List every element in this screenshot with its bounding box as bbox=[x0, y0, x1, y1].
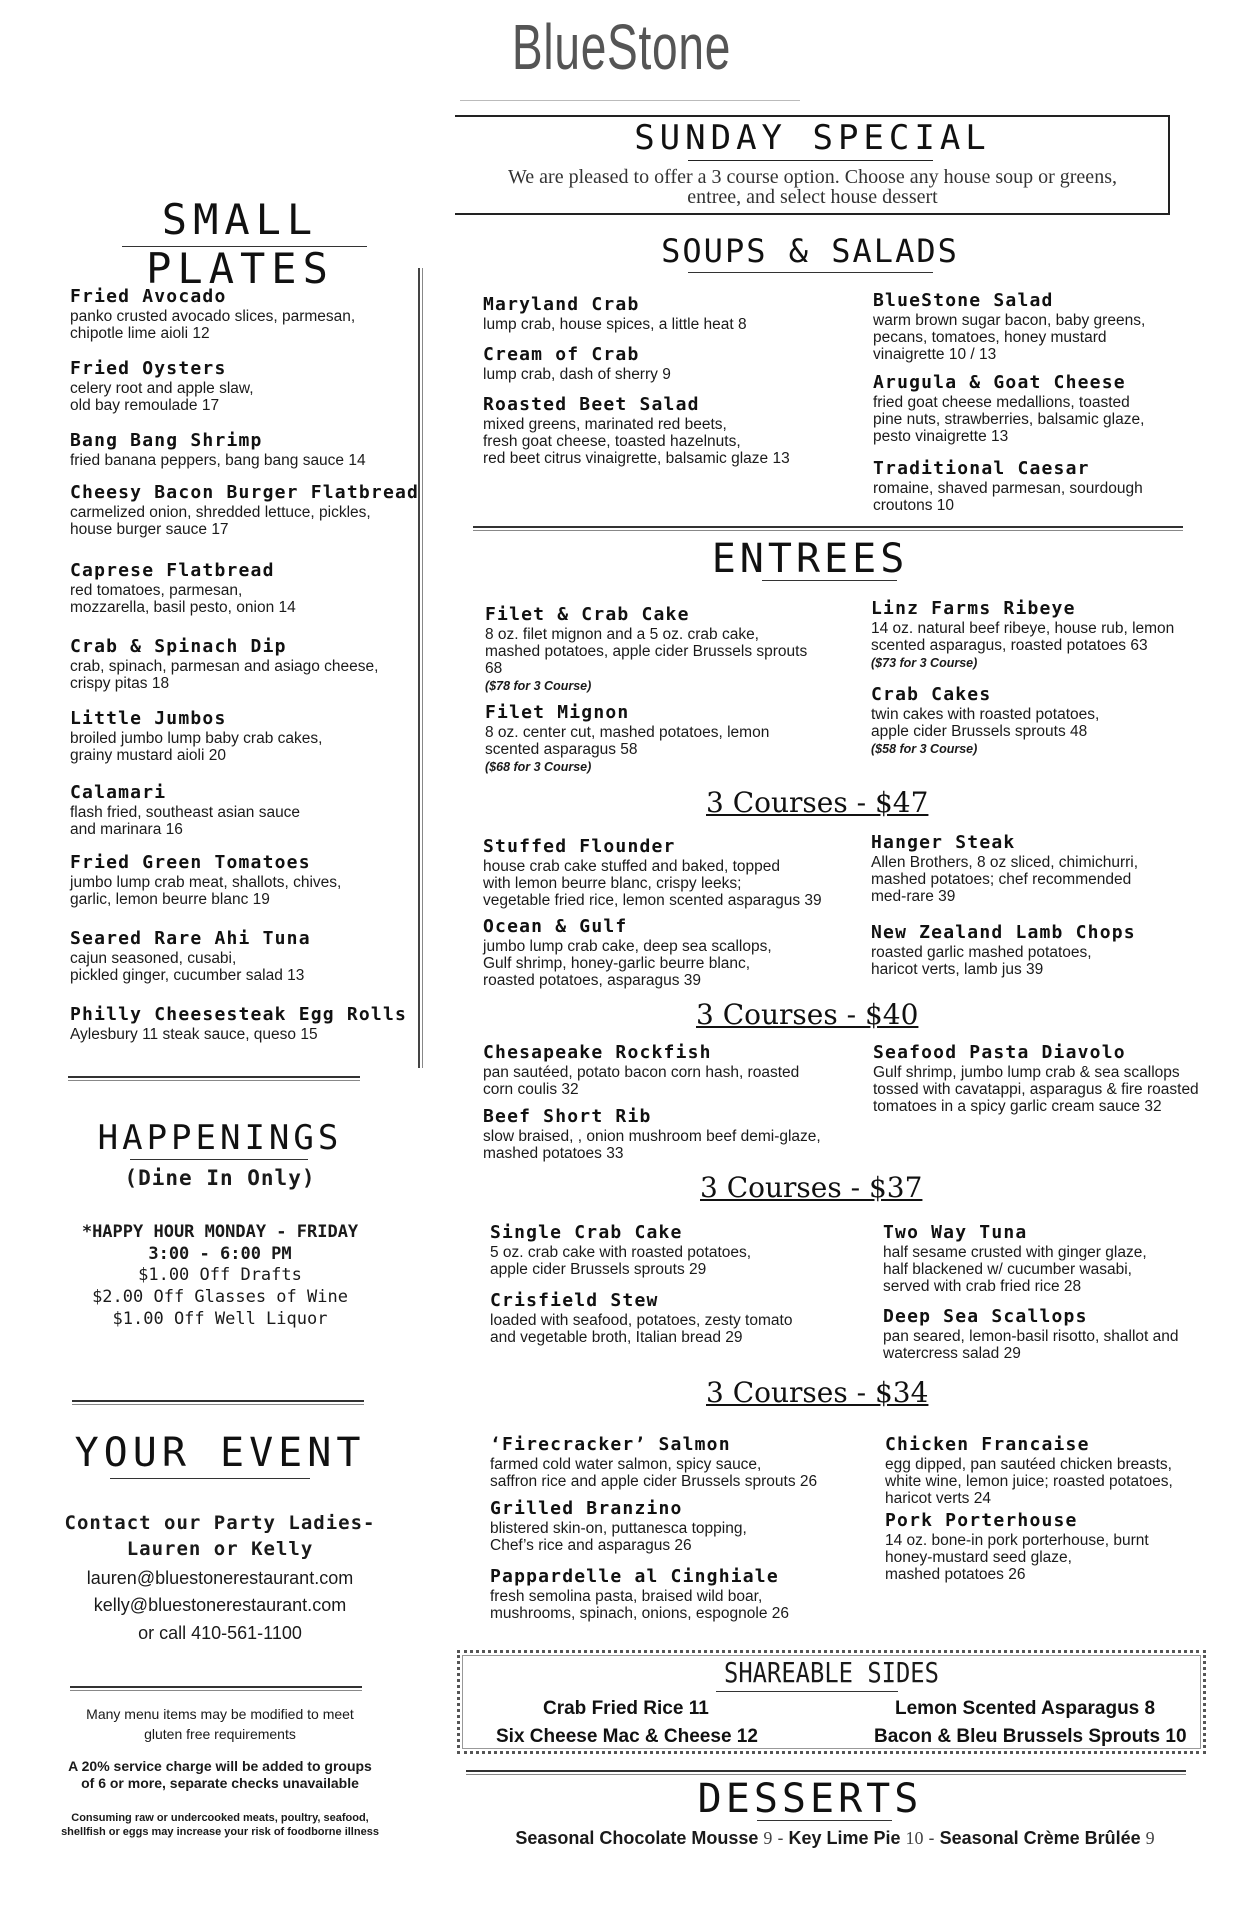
happenings-subtitle: (Dine In Only) bbox=[124, 1166, 316, 1190]
menu-item-name: Stuffed Flounder bbox=[483, 836, 676, 857]
happy-hour-drafts: $1.00 Off Drafts bbox=[138, 1265, 302, 1285]
menu-item bbox=[70, 286, 410, 342]
menu-item-description: Aylesbury 11 steak sauce, queso 15 bbox=[70, 1026, 318, 1043]
your-event-title: YOUR EVENT bbox=[74, 1430, 366, 1476]
menu-item-description: roasted garlic mashed potatoes, bbox=[871, 944, 1092, 961]
menu-item bbox=[490, 1566, 860, 1622]
menu-item-description: fresh semolina pasta, braised wild boar, bbox=[490, 1588, 763, 1605]
menu-item-description: farmed cold water salmon, spicy sauce, bbox=[490, 1456, 762, 1473]
menu-item-description: served with crab fried rice 28 bbox=[883, 1278, 1082, 1295]
menu-item-description: pecans, tomatoes, honey mustard bbox=[873, 329, 1107, 346]
menu-item-description: lump crab, dash of sherry 9 bbox=[483, 366, 671, 383]
menu-item bbox=[485, 702, 845, 776]
small-plates-title: SMALL PLATES bbox=[146, 195, 334, 293]
menu-item bbox=[873, 1042, 1213, 1115]
menu-item bbox=[70, 852, 410, 908]
menu-item-name: Little Jumbos bbox=[70, 708, 227, 729]
small-plates-underline bbox=[122, 246, 367, 247]
menu-item bbox=[885, 1510, 1205, 1583]
menu-item bbox=[70, 708, 410, 764]
tier-40-label: 3 Courses - $40 bbox=[696, 998, 919, 1031]
menu-item-3-course-price: ($68 for 3 Course) bbox=[485, 760, 592, 774]
event-email-kelly[interactable]: kelly@bluestonerestaurant.com bbox=[93, 1595, 347, 1615]
event-contact-line1: Contact our Party Ladies- bbox=[64, 1512, 376, 1534]
menu-item-3-course-price: ($58 for 3 Course) bbox=[871, 742, 978, 756]
tier-37-label: 3 Courses - $37 bbox=[700, 1171, 923, 1204]
menu-item-description: 14 oz. bone-in pork porterhouse, burnt bbox=[885, 1532, 1149, 1549]
sunday-special-desc-2: entree, and select house dessert bbox=[687, 186, 938, 208]
menu-item bbox=[70, 430, 410, 469]
menu-item bbox=[70, 928, 410, 984]
event-email-lauren[interactable]: lauren@bluestonerestaurant.com bbox=[86, 1568, 354, 1588]
menu-item-name: Cream of Crab bbox=[483, 344, 640, 365]
soups-salads-underline bbox=[688, 272, 933, 273]
note-gluten-1: Many menu items may be modified to meet bbox=[86, 1706, 354, 1722]
menu-item-description: Gulf shrimp, jumbo lump crab & sea scallops bbox=[873, 1064, 1180, 1081]
menu-item-name: Traditional Caesar bbox=[873, 458, 1090, 479]
menu-item-name: Filet Mignon bbox=[485, 702, 630, 723]
menu-item-description: honey-mustard seed glaze, bbox=[885, 1549, 1072, 1566]
menu-item-description: mashed potatoes; chef recommended bbox=[871, 871, 1132, 888]
dessert-creme-brulee-price: 9 bbox=[1145, 1828, 1155, 1848]
note-raw-1: Consuming raw or undercooked meats, poultry, seafood, bbox=[71, 1812, 369, 1824]
desserts-line bbox=[470, 1828, 1200, 1849]
menu-item-description: house burger sauce 17 bbox=[70, 521, 229, 538]
menu-item-name: BlueStone Salad bbox=[873, 290, 1054, 311]
sunday-special-underline bbox=[688, 160, 933, 161]
tier-47-label: 3 Courses - $47 bbox=[706, 786, 929, 819]
menu-item-description: mashed potatoes 33 bbox=[483, 1145, 624, 1162]
entrees-title: ENTREES bbox=[711, 536, 909, 582]
menu-item bbox=[485, 604, 845, 695]
dessert-mousse: Seasonal Chocolate Mousse bbox=[515, 1828, 759, 1848]
happy-hour-days: *HAPPY HOUR MONDAY - FRIDAY bbox=[81, 1222, 359, 1242]
menu-item bbox=[883, 1222, 1203, 1295]
menu-item bbox=[483, 916, 863, 989]
menu-item-name: Beef Short Rib bbox=[483, 1106, 652, 1127]
menu-item-description: house crab cake stuffed and baked, topped bbox=[483, 858, 781, 875]
menu-item-3-course-price: ($73 for 3 Course) bbox=[871, 656, 978, 670]
tier-34-label: 3 Courses - $34 bbox=[706, 1376, 929, 1409]
menu-item-description: old bay remoulade 17 bbox=[70, 397, 220, 414]
menu-item-description: fried goat cheese medallions, toasted bbox=[873, 394, 1130, 411]
menu-item bbox=[70, 482, 420, 538]
menu-item-description: romaine, shaved parmesan, sourdough bbox=[873, 480, 1143, 497]
menu-item bbox=[70, 358, 410, 414]
menu-item-description: jumbo lump crab meat, shallots, chives, bbox=[70, 874, 342, 891]
menu-item-description: med-rare 39 bbox=[871, 888, 956, 905]
menu-item-description: with lemon beurre blanc, crispy leeks; bbox=[483, 875, 742, 892]
menu-item-name: Philly Cheesesteak Egg Rolls bbox=[70, 1004, 408, 1025]
menu-item-description: 68 bbox=[485, 660, 503, 677]
menu-item-description: mozzarella, basil pesto, onion 14 bbox=[70, 599, 296, 616]
menu-item bbox=[871, 598, 1201, 672]
dessert-separator-1: - bbox=[777, 1828, 784, 1848]
menu-item-description: warm brown sugar bacon, baby greens, bbox=[873, 312, 1146, 329]
menu-item-name: Chicken Francaise bbox=[885, 1434, 1090, 1455]
menu-item-name: Single Crab Cake bbox=[490, 1222, 683, 1243]
note-service-2: of 6 or more, separate checks unavailable bbox=[81, 1775, 359, 1791]
menu-item-description: and vegetable broth, Italian bread 29 bbox=[490, 1329, 743, 1346]
menu-item-name: Fried Green Tomatoes bbox=[70, 852, 311, 873]
menu-item bbox=[490, 1222, 850, 1278]
menu-item-name: Grilled Branzino bbox=[490, 1498, 683, 1519]
menu-item bbox=[873, 458, 1193, 514]
menu-item-name: Deep Sea Scallops bbox=[883, 1306, 1088, 1327]
menu-item-description: haricot verts, lamb jus 39 bbox=[871, 961, 1044, 978]
happy-hour-wine: $2.00 Off Glasses of Wine bbox=[92, 1287, 348, 1307]
menu-item-description: roasted potatoes, asparagus 39 bbox=[483, 972, 702, 989]
divider-your-event bbox=[70, 1686, 362, 1688]
menu-item-description: apple cider Brussels sprouts 48 bbox=[871, 723, 1088, 740]
menu-item-name: Seared Rare Ahi Tuna bbox=[70, 928, 311, 949]
dessert-key-lime-price: 10 bbox=[905, 1828, 924, 1848]
happenings-underline bbox=[130, 1159, 308, 1160]
menu-item bbox=[490, 1290, 850, 1346]
menu-item bbox=[483, 836, 863, 909]
menu-item-name: ‘Firecracker’ Salmon bbox=[490, 1434, 731, 1455]
menu-item-name: New Zealand Lamb Chops bbox=[871, 922, 1136, 943]
menu-item bbox=[70, 560, 410, 616]
menu-item-description: crab, spinach, parmesan and asiago cheese, bbox=[70, 658, 379, 675]
menu-item-description: saffron rice and apple cider Brussels sprouts 26 bbox=[490, 1473, 818, 1490]
menu-item-description: red tomatoes, parmesan, bbox=[70, 582, 243, 599]
your-event-underline bbox=[110, 1478, 310, 1479]
logo-underline bbox=[460, 100, 800, 101]
menu-item-name: Two Way Tuna bbox=[883, 1222, 1028, 1243]
menu-item-description: scented asparagus 58 bbox=[485, 741, 638, 758]
dessert-creme-brulee: Seasonal Crème Brûlée bbox=[939, 1828, 1141, 1848]
menu-item-name: Calamari bbox=[70, 782, 167, 803]
menu-item-description: panko crusted avocado slices, parmesan, bbox=[70, 308, 356, 325]
menu-item-description: 14 oz. natural beef ribeye, house rub, lemon bbox=[871, 620, 1175, 637]
soups-salads-title: SOUPS & SALADS bbox=[661, 232, 959, 270]
menu-item-description: mashed potatoes, apple cider Brussels sprouts bbox=[485, 643, 808, 660]
menu-item-description: broiled jumbo lump baby crab cakes, bbox=[70, 730, 323, 747]
menu-item-description: crispy pitas 18 bbox=[70, 675, 170, 692]
menu-item-description: half sesame crusted with ginger glaze, bbox=[883, 1244, 1147, 1261]
divider-small-plates bbox=[68, 1076, 360, 1078]
menu-item bbox=[483, 1106, 863, 1162]
menu-item-name: Pappardelle al Cinghiale bbox=[490, 1566, 779, 1587]
menu-item-name: Crab Cakes bbox=[871, 684, 992, 705]
menu-item-description: Allen Brothers, 8 oz sliced, chimichurri, bbox=[871, 854, 1139, 871]
menu-item-name: Filet & Crab Cake bbox=[485, 604, 690, 625]
menu-item bbox=[483, 294, 823, 333]
side-crab-fried-rice: Crab Fried Rice 11 bbox=[543, 1698, 709, 1719]
menu-item-name: Fried Avocado bbox=[70, 286, 227, 307]
menu-item-description: 8 oz. filet mignon and a 5 oz. crab cake, bbox=[485, 626, 759, 643]
menu-item-description: lump crab, house spices, a little heat 8 bbox=[483, 316, 747, 333]
menu-item-description: pan sautéed, potato bacon corn hash, roasted bbox=[483, 1064, 800, 1081]
menu-item bbox=[883, 1306, 1203, 1362]
menu-item-name: Crisfield Stew bbox=[490, 1290, 659, 1311]
menu-item-description: grainy mustard aioli 20 bbox=[70, 747, 226, 764]
event-phone[interactable]: or call 410-561-1100 bbox=[138, 1623, 302, 1643]
desserts-title: DESSERTS bbox=[697, 1776, 923, 1822]
menu-item-description: 5 oz. crab cake with roasted potatoes, bbox=[490, 1244, 752, 1261]
dessert-key-lime: Key Lime Pie bbox=[788, 1828, 901, 1848]
menu-item-description: twin cakes with roasted potatoes, bbox=[871, 706, 1100, 723]
menu-item-description: white wine, lemon juice; roasted potatoes, bbox=[885, 1473, 1173, 1490]
sunday-special-desc-1: We are pleased to offer a 3 course option. Choose any house soup or greens, bbox=[508, 166, 1117, 188]
menu-item bbox=[490, 1434, 860, 1490]
menu-item bbox=[483, 394, 823, 467]
menu-item-name: Linz Farms Ribeye bbox=[871, 598, 1076, 619]
menu-item bbox=[70, 636, 410, 692]
menu-item-name: Bang Bang Shrimp bbox=[70, 430, 263, 451]
menu-item-description: cajun seasoned, cusabi, bbox=[70, 950, 237, 967]
menu-item bbox=[871, 832, 1201, 905]
menu-item-description: haricot verts 24 bbox=[885, 1490, 991, 1507]
menu-item-description: garlic, lemon beurre blanc 19 bbox=[70, 891, 270, 908]
menu-item bbox=[873, 290, 1193, 363]
menu-item bbox=[483, 344, 823, 383]
menu-item-description: blistered skin-on, puttanesca topping, bbox=[490, 1520, 747, 1537]
menu-item-description: vinaigrette 10 / 13 bbox=[873, 346, 997, 363]
side-asparagus: Lemon Scented Asparagus 8 bbox=[895, 1698, 1156, 1719]
menu-item bbox=[873, 372, 1193, 445]
menu-item-3-course-price: ($78 for 3 Course) bbox=[485, 679, 592, 693]
menu-item-description: pine nuts, strawberries, balsamic glaze, bbox=[873, 411, 1145, 428]
menu-item-description: celery root and apple slaw, bbox=[70, 380, 254, 397]
desserts-underline bbox=[757, 1820, 892, 1821]
restaurant-logo: BlueStone bbox=[511, 11, 732, 83]
menu-item-description: croutons 10 bbox=[873, 497, 954, 514]
menu-item-description: mashed potatoes 26 bbox=[885, 1566, 1026, 1583]
note-raw-2: shellfish or eggs may increase your risk of foodborne illness bbox=[61, 1826, 379, 1838]
menu-item bbox=[70, 782, 410, 838]
menu-item-description: fried banana peppers, bang bang sauce 14 bbox=[70, 452, 366, 469]
menu-item-description: Gulf shrimp, honey-garlic beurre blanc, bbox=[483, 955, 751, 972]
entrees-underline bbox=[762, 580, 897, 581]
menu-item-description: jumbo lump crab cake, deep sea scallops, bbox=[483, 938, 772, 955]
dessert-mousse-price: 9 bbox=[763, 1828, 773, 1848]
happenings-title: HAPPENINGS bbox=[97, 1118, 343, 1158]
divider-sides bbox=[466, 1770, 1186, 1772]
menu-item-description: mixed greens, marinated red beets, bbox=[483, 416, 727, 433]
menu-item-description: flash fried, southeast asian sauce bbox=[70, 804, 301, 821]
note-gluten-2: gluten free requirements bbox=[144, 1726, 296, 1742]
menu-item-description: watercress salad 29 bbox=[883, 1345, 1021, 1362]
menu-item-description: Chef’s rice and asparagus 26 bbox=[490, 1537, 692, 1554]
menu-item-description: pickled ginger, cucumber salad 13 bbox=[70, 967, 305, 984]
menu-item bbox=[483, 1042, 863, 1098]
menu-item-description: and marinara 16 bbox=[70, 821, 183, 838]
menu-item-name: Seafood Pasta Diavolo bbox=[873, 1042, 1126, 1063]
menu-item-name: Hanger Steak bbox=[871, 832, 1016, 853]
menu-item-name: Fried Oysters bbox=[70, 358, 227, 379]
menu-item-description: slow braised, , onion mushroom beef demi-glaze, bbox=[483, 1128, 821, 1145]
side-mac-cheese: Six Cheese Mac & Cheese 12 bbox=[496, 1726, 758, 1747]
menu-item-name: Caprese Flatbread bbox=[70, 560, 275, 581]
menu-item-description: vegetable fried rice, lemon scented asparagus 39 bbox=[483, 892, 822, 909]
divider-soups bbox=[473, 526, 1183, 528]
menu-item-name: Maryland Crab bbox=[483, 294, 640, 315]
menu-item-description: pan seared, lemon-basil risotto, shallot and bbox=[883, 1328, 1179, 1345]
divider-happenings bbox=[72, 1400, 364, 1402]
menu-item-name: Crab & Spinach Dip bbox=[70, 636, 287, 657]
menu-item-description: 8 oz. center cut, mashed potatoes, lemon bbox=[485, 724, 770, 741]
event-contact-line2: Lauren or Kelly bbox=[126, 1538, 314, 1560]
happy-hour-liquor: $1.00 Off Well Liquor bbox=[112, 1309, 328, 1329]
menu-item-description: egg dipped, pan sautéed chicken breasts, bbox=[885, 1456, 1172, 1473]
column-divider bbox=[418, 268, 423, 1068]
menu-item-name: Chesapeake Rockfish bbox=[483, 1042, 712, 1063]
menu-item-description: half blackened w/ cucumber wasabi, bbox=[883, 1261, 1132, 1278]
menu-item-description: scented asparagus, roasted potatoes 63 bbox=[871, 637, 1148, 654]
menu-item-description: carmelized onion, shredded lettuce, pickles, bbox=[70, 504, 371, 521]
menu-item-description: pesto vinaigrette 13 bbox=[873, 428, 1009, 445]
menu-item-name: Pork Porterhouse bbox=[885, 1510, 1078, 1531]
menu-item-name: Ocean & Gulf bbox=[483, 916, 628, 937]
menu-item-description: corn coulis 32 bbox=[483, 1081, 579, 1098]
menu-item-name: Arugula & Goat Cheese bbox=[873, 372, 1126, 393]
note-service-1: A 20% service charge will be added to groups bbox=[68, 1758, 372, 1774]
menu-item bbox=[885, 1434, 1205, 1507]
menu-item bbox=[70, 1004, 410, 1043]
menu-item-description: loaded with seafood, potatoes, zesty tomato bbox=[490, 1312, 793, 1329]
menu-item-name: Roasted Beet Salad bbox=[483, 394, 700, 415]
menu-item-description: chipotle lime aioli 12 bbox=[70, 325, 210, 342]
menu-item-description: apple cider Brussels sprouts 29 bbox=[490, 1261, 707, 1278]
menu-item-description: mushrooms, spinach, onions, espognole 26 bbox=[490, 1605, 789, 1622]
happy-hour-time: 3:00 - 6:00 PM bbox=[148, 1244, 292, 1264]
menu-item-description: red beet citrus vinaigrette, balsamic glaze 13 bbox=[483, 450, 790, 467]
menu-item-description: tossed with cavatappi, asparagus & fire roasted bbox=[873, 1081, 1199, 1098]
dessert-separator-2: - bbox=[928, 1828, 935, 1848]
menu-item bbox=[490, 1498, 860, 1554]
shareable-sides-title: SHAREABLE SIDES bbox=[724, 1656, 939, 1689]
menu-item bbox=[871, 922, 1201, 978]
menu-item-description: tomatoes in a spicy garlic cream sauce 32 bbox=[873, 1098, 1162, 1115]
side-brussels-sprouts: Bacon & Bleu Brussels Sprouts 10 bbox=[874, 1726, 1187, 1747]
menu-item-name: Cheesy Bacon Burger Flatbread bbox=[70, 482, 420, 503]
shareable-sides-underline bbox=[716, 1691, 898, 1692]
sunday-special-title: SUNDAY SPECIAL bbox=[634, 118, 991, 158]
menu-item-description: fresh goat cheese, toasted hazelnuts, bbox=[483, 433, 741, 450]
menu-item bbox=[871, 684, 1201, 758]
